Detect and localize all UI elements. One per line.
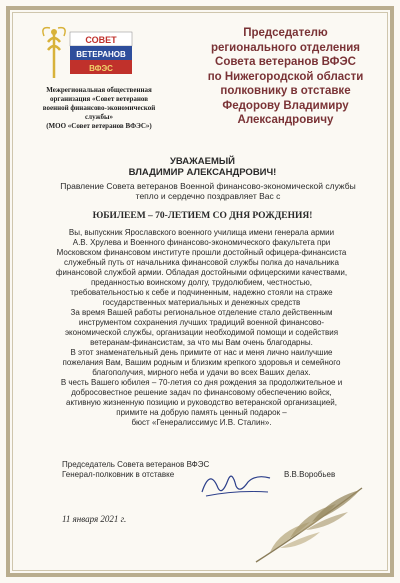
veterans-council-emblem-icon bbox=[40, 24, 140, 84]
document-date: 11 января 2021 г. bbox=[62, 514, 127, 524]
recipient-address bbox=[178, 26, 393, 128]
recipient-line: регионального отделения bbox=[210, 41, 361, 54]
emblem-label-2: ВЕТЕРАНОВ bbox=[76, 50, 126, 59]
salutation-line: УВАЖАЕМЫЙ bbox=[170, 156, 235, 167]
body-line: требовательностью к себе и подчиненным, надежно стояли на страже bbox=[70, 288, 333, 297]
body-line: финансовой службой армии. Обладая достойными офицерскими качествами, bbox=[55, 268, 348, 277]
greeting-body bbox=[24, 228, 379, 428]
body-line: активную жизненную позицию и руководство ветеранской организацией, bbox=[66, 398, 337, 407]
body-line: В честь Вашего юбилея – 70-летия со дня рождения за продолжительное и bbox=[60, 378, 343, 387]
body-line: экономической службы, организации необходимой помощи и содействия bbox=[64, 328, 339, 337]
body-line: инструментом сохранения лучших традиций военной финансово- bbox=[78, 318, 325, 327]
body-line: А.В. Хрулева и Военного финансово-экономического факультета при bbox=[72, 238, 331, 247]
signatory-title-line: Генерал-полковник в отставке bbox=[62, 470, 175, 479]
body-line: За время Вашей работы региональное отделение стало действенным bbox=[70, 308, 333, 317]
recipient-line: Александровичу bbox=[237, 114, 334, 126]
body-line: служебный путь от начальника финансовой службы полка до начальника bbox=[64, 258, 339, 267]
signatory-title-line: Председатель Совета ветеранов ВФЭС bbox=[62, 460, 210, 469]
recipient-line: по Нижегородской области bbox=[207, 70, 364, 83]
intro-line: Правление Совета ветеранов Военной финансово-экономической службы bbox=[60, 181, 356, 191]
body-line: Московском финансовом институте прошли достойный офицера-финансиста bbox=[56, 248, 347, 257]
salutation bbox=[40, 156, 365, 178]
body-line: бюст «Генералиссимус И.В. Сталин». bbox=[131, 418, 272, 427]
body-line: пожелания Вам, Вашим родным и близким крепкого здоровья и семейного bbox=[62, 358, 341, 367]
org-line: организация «Совет ветеранов bbox=[50, 95, 148, 103]
body-line: преданностью воинскому долгу, трудолюбием, честностью, bbox=[90, 278, 313, 287]
recipient-line: Председателю bbox=[243, 27, 328, 39]
recipient-line: Федорову Владимиру bbox=[222, 99, 349, 112]
body-line: ветеранам-финансистам, за что мы Вам очень благодарны. bbox=[90, 338, 313, 347]
body-line: государственных материальных и денежных средств bbox=[102, 298, 301, 307]
body-line: добросовестное решение задач по финансовому обеспечению войск, bbox=[71, 388, 332, 397]
org-line: Межрегиональная общественная bbox=[46, 86, 152, 94]
body-line: благополучия, мирного неба и удачи во всех Ваших делах. bbox=[92, 368, 311, 377]
emblem-label-3: ВФЭС bbox=[89, 64, 113, 73]
recipient-line: Совета ветеранов ВФЭС bbox=[215, 56, 356, 68]
signatory-name: В.В.Воробьев bbox=[284, 470, 336, 479]
recipient-line: полковнику в отставке bbox=[220, 85, 351, 97]
quill-feather-icon bbox=[250, 482, 370, 567]
intro-line: тепло и сердечно поздравляет Вас с bbox=[135, 191, 281, 201]
org-line: службы» bbox=[85, 113, 113, 121]
organization-name bbox=[24, 86, 174, 131]
body-line: примите на добрую память ценный подарок – bbox=[116, 408, 287, 417]
jubilee-headline: ЮБИЛЕЕМ – 70-ЛЕТИЕМ СО ДНЯ РОЖДЕНИЯ! bbox=[92, 211, 313, 221]
salutation-line: ВЛАДИМИР АЛЕКСАНДРОВИЧ! bbox=[128, 167, 277, 178]
emblem-label-1: СОВЕТ bbox=[85, 35, 117, 45]
body-line: Вы, выпускник Ярославского военного училища имени генерала армии bbox=[68, 228, 335, 237]
org-line: (МОО «Совет ветеранов ВФЭС») bbox=[46, 122, 152, 130]
greeting-intro bbox=[58, 181, 358, 201]
body-line: В этот знаменательный день примите от нас и меня лично наилучшие bbox=[70, 348, 333, 357]
org-line: военной финансово-экономической bbox=[42, 104, 156, 112]
